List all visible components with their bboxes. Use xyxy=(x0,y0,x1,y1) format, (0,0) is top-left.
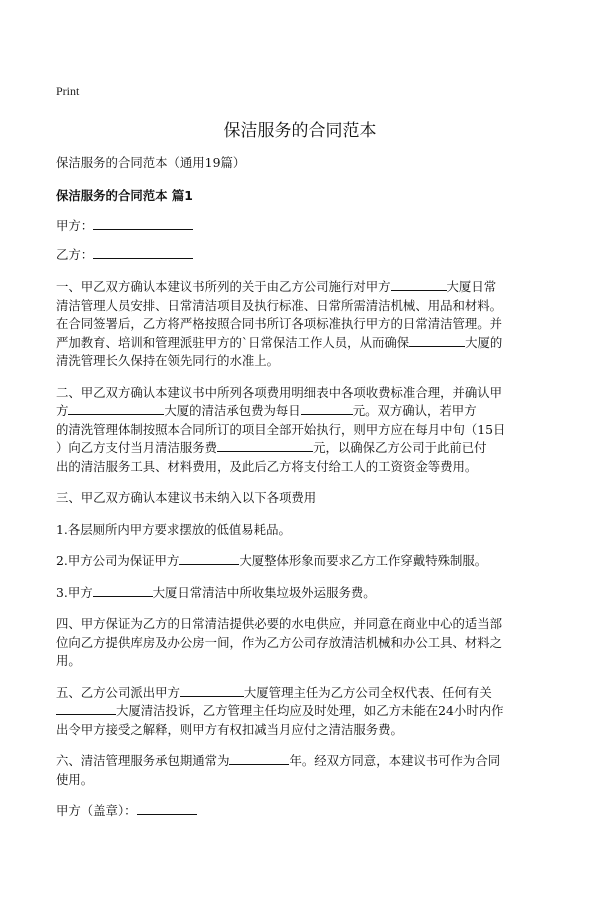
print-label: Print xyxy=(56,84,80,98)
clause-4-line: 用。 xyxy=(56,653,81,668)
clause-1-line: 在合同签署后，乙方将严格按照合同书所订各项标准执行甲方的日常清洁管理。并 xyxy=(56,316,503,331)
clause-1-line: 一、甲乙双方确认本建议书所列的关于由乙方公司施行对甲方 大厦日常 xyxy=(56,279,497,294)
list-item-1: 1.各层厕所内甲方要求摆放的低值易耗品。 xyxy=(56,521,291,537)
fill-blank xyxy=(56,702,116,715)
clause-2-line: 方 大厦的清洁承包费为每日 元。双方确认，若甲方 xyxy=(56,403,477,418)
clause-3: 三、甲乙双方确认本建议书未纳入以下各项费用 xyxy=(56,490,317,505)
seal-blank xyxy=(137,802,197,815)
party-a-field xyxy=(56,217,556,236)
clause-4 xyxy=(56,615,556,671)
clause-1 xyxy=(56,278,556,371)
fill-blank xyxy=(68,402,164,415)
clause-2 xyxy=(56,384,556,477)
clause-1-line: 严加教育、培训和管理派驻甲方的`日常保洁工作人员，从而确保 大厦的 xyxy=(56,334,503,350)
document-subtitle: 保洁服务的合同范本（通用19篇） xyxy=(56,155,246,170)
section-heading: 保洁服务的合同范本 篇1 xyxy=(56,187,193,203)
fill-blank xyxy=(179,552,239,565)
clause-6 xyxy=(56,752,556,789)
clause-4-line: 四、甲方保证为乙方的日常清洁提供必要的水电供应，并同意在商业中心的适当部 xyxy=(56,616,503,631)
fill-blank xyxy=(391,278,447,291)
seal-field xyxy=(56,802,556,821)
fill-blank xyxy=(301,402,353,415)
clause-4-line: 位向乙方提供库房及办公房一间，作为乙方公司存放清洁机械和办公工具、材料之 xyxy=(56,634,503,650)
list-item-2: 2.甲方公司为保证甲方 大厦整体形象而要求乙方工作穿戴特殊制服。 xyxy=(56,553,488,568)
clause-5 xyxy=(56,684,556,740)
seal-label: 甲方（盖章）： xyxy=(56,803,137,818)
party-a-blank xyxy=(93,217,193,230)
clause-5-line: 出令甲方接受之解释，则甲方有权扣减当月应付之清洁服务费。 xyxy=(56,721,403,737)
clause-2-line: 的清洗管理体制按照本合同所订的项目全部开始执行，则甲方应在每月中旬（15日 xyxy=(56,421,506,437)
page-title: 保洁服务的合同范本 xyxy=(223,121,377,141)
clause-2-line: 出的清洁服务工具、材料费用，及此后乙方将支付给工人的工资资金等费用。 xyxy=(56,458,478,474)
fill-blank xyxy=(93,584,153,597)
clause-2-line: 二、甲乙双方确认本建议书中所列各项费用明细表中各项收费标准合理，并确认甲 xyxy=(56,384,503,400)
clause-2-line: ）向乙方支付当月清洁服务费 元，以确保乙方公司于此前已付 xyxy=(56,440,487,455)
clause-6-line: 六、清洁管理服务承包期通常为 年。经双方同意，本建议书可作为合同 xyxy=(56,753,501,768)
fill-blank xyxy=(180,684,244,697)
party-a-label: 甲方： xyxy=(56,218,94,233)
party-b-label: 乙方： xyxy=(56,246,94,262)
fill-blank xyxy=(229,752,289,765)
party-b-field xyxy=(56,246,556,265)
list-item-3: 3.甲方 大厦日常清洁中所收集垃圾外运服务费。 xyxy=(56,584,376,600)
clause-1-line: 清洗管理长久保持在领先同行的水准上。 xyxy=(56,353,280,368)
party-b-blank xyxy=(93,246,193,259)
clause-6-line: 使用。 xyxy=(56,771,94,787)
document-body xyxy=(56,154,556,831)
fill-blank xyxy=(217,439,313,452)
clause-5-line: 大厦清洁投诉，乙方管理主任均应及时处理，如乙方未能在24小时内作 xyxy=(56,702,556,721)
clause-5-line: 五、乙方公司派出甲方 大厦管理主任为乙方公司全权代表、任何有关 xyxy=(56,684,492,700)
clause-1-line: 清洁管理人员安排、日常清洁项目及执行标准、日常所需清洁机械、用品和材料。 xyxy=(56,297,503,313)
fill-blank xyxy=(409,334,465,347)
